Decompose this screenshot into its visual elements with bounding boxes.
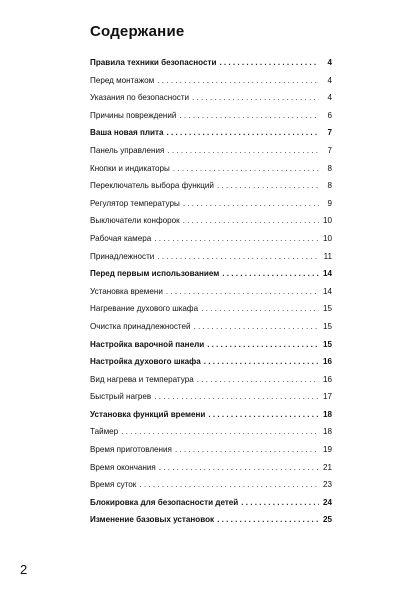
toc-entry-page: 7 <box>327 128 332 138</box>
toc-entry[interactable] <box>90 392 332 410</box>
toc-entry-page: 7 <box>327 145 332 155</box>
toc-entry[interactable] <box>90 427 332 445</box>
toc-entry-page: 4 <box>327 93 332 103</box>
table-of-contents <box>90 58 332 533</box>
toc-entry-page: 24 <box>322 497 332 507</box>
toc-leader-dots <box>154 234 319 243</box>
toc-entry-label: Установка функций времени <box>90 409 206 419</box>
toc-entry[interactable] <box>90 463 332 481</box>
toc-entry-label: Время окончания <box>90 462 156 472</box>
toc-entry-page: 8 <box>327 163 332 173</box>
toc-leader-dots <box>207 340 319 349</box>
toc-entry-label: Ваша новая плита <box>90 128 164 138</box>
toc-entry-label: Выключатели конфорок <box>90 216 180 226</box>
toc-entry[interactable] <box>90 269 332 287</box>
toc-entry-page: 17 <box>322 392 332 402</box>
toc-entry-page: 9 <box>327 198 332 208</box>
toc-entry[interactable] <box>90 111 332 129</box>
toc-entry[interactable] <box>90 445 332 463</box>
toc-entry-label: Перед монтажом <box>90 75 155 85</box>
toc-leader-dots <box>217 515 319 524</box>
toc-entry[interactable] <box>90 322 332 340</box>
page-number: 2 <box>20 562 28 577</box>
toc-entry[interactable] <box>90 304 332 322</box>
toc-leader-dots <box>194 322 319 331</box>
toc-entry-page: 19 <box>322 445 332 455</box>
toc-entry-page: 14 <box>322 286 332 296</box>
toc-entry-label: Регулятор температуры <box>90 198 180 208</box>
toc-leader-dots <box>179 111 319 120</box>
toc-entry[interactable] <box>90 128 332 146</box>
toc-entry[interactable] <box>90 181 332 199</box>
toc-entry[interactable] <box>90 216 332 234</box>
toc-leader-dots <box>173 164 319 173</box>
toc-leader-dots <box>192 93 319 102</box>
toc-entry-page: 10 <box>322 233 332 243</box>
toc-entry-label: Переключатель выбора функций <box>90 181 214 191</box>
toc-leader-dots <box>121 427 319 436</box>
toc-entry-page: 14 <box>322 269 332 279</box>
toc-entry-page: 18 <box>322 427 332 437</box>
toc-entry-label: Причины повреждений <box>90 110 177 120</box>
toc-entry[interactable] <box>90 58 332 76</box>
toc-entry-label: Блокировка для безопасности детей <box>90 497 239 507</box>
toc-entry-label: Очистка принадлежностей <box>90 321 191 331</box>
toc-entry-page: 23 <box>322 480 332 490</box>
toc-entry-label: Нагревание духового шкафа <box>90 304 199 314</box>
toc-entry-page: 6 <box>327 110 332 120</box>
toc-entry-label: Указания по безопасности <box>90 93 190 103</box>
toc-entry[interactable] <box>90 146 332 164</box>
toc-entry-label: Рабочая камера <box>90 233 152 243</box>
toc-leader-dots <box>139 480 319 489</box>
toc-entry[interactable] <box>90 515 332 533</box>
toc-entry-label: Вид нагрева и температура <box>90 374 194 384</box>
toc-entry-page: 25 <box>322 515 332 525</box>
toc-entry-page: 11 <box>323 251 332 261</box>
toc-entry-page: 4 <box>327 75 332 85</box>
toc-entry[interactable] <box>90 199 332 217</box>
toc-entry[interactable] <box>90 498 332 516</box>
toc-entry-page: 8 <box>327 181 332 191</box>
toc-entry-page: 15 <box>322 304 332 314</box>
toc-leader-dots <box>157 76 319 85</box>
toc-entry-label: Перед первым использованием <box>90 269 220 279</box>
toc-entry-label: Настройка духового шкафа <box>90 357 201 367</box>
toc-leader-dots <box>217 181 319 190</box>
toc-leader-dots <box>183 216 319 225</box>
toc-entry[interactable] <box>90 93 332 111</box>
toc-entry[interactable] <box>90 340 332 358</box>
toc-entry-label: Кнопки и индикаторы <box>90 163 170 173</box>
toc-entry-label: Таймер <box>90 427 119 437</box>
toc-entry-page: 4 <box>327 58 332 67</box>
toc-entry-label: Время суток <box>90 480 137 490</box>
toc-leader-dots <box>204 357 319 366</box>
toc-entry[interactable] <box>90 76 332 94</box>
page-title: Содержание <box>90 23 185 40</box>
toc-entry-page: 15 <box>322 339 332 349</box>
toc-entry-label: Установка времени <box>90 286 163 296</box>
toc-leader-dots <box>208 410 319 419</box>
toc-entry[interactable] <box>90 480 332 498</box>
toc-leader-dots <box>154 392 319 401</box>
toc-entry-label: Панель управления <box>90 145 165 155</box>
toc-entry[interactable] <box>90 164 332 182</box>
toc-entry-page: 16 <box>322 374 332 384</box>
toc-entry[interactable] <box>90 287 332 305</box>
toc-leader-dots <box>157 252 319 261</box>
toc-leader-dots <box>166 287 319 296</box>
toc-leader-dots <box>159 463 319 472</box>
toc-entry-page: 16 <box>322 357 332 367</box>
toc-leader-dots <box>183 199 319 208</box>
toc-entry-label: Правила техники безопасности <box>90 58 217 67</box>
toc-entry-label: Изменение базовых установок <box>90 515 215 525</box>
toc-entry-page: 15 <box>322 321 332 331</box>
toc-leader-dots <box>167 146 319 155</box>
toc-entry-label: Быстрый нагрев <box>90 392 152 402</box>
toc-entry[interactable] <box>90 357 332 375</box>
toc-leader-dots <box>167 128 320 137</box>
toc-leader-dots <box>219 58 319 67</box>
toc-entry-label: Принадлежности <box>90 251 155 261</box>
toc-leader-dots <box>201 304 319 313</box>
toc-entry[interactable] <box>90 375 332 393</box>
toc-leader-dots <box>175 445 319 454</box>
toc-entry[interactable] <box>90 252 332 270</box>
toc-leader-dots <box>222 269 319 278</box>
toc-entry[interactable] <box>90 410 332 428</box>
toc-entry-label: Настройка варочной панели <box>90 339 205 349</box>
toc-entry-page: 21 <box>322 462 332 472</box>
toc-entry-page: 18 <box>322 409 332 419</box>
toc-entry-page: 10 <box>322 216 332 226</box>
toc-leader-dots <box>197 375 319 384</box>
toc-entry-label: Время приготовления <box>90 445 172 455</box>
toc-entry[interactable] <box>90 234 332 252</box>
toc-leader-dots <box>241 498 319 507</box>
